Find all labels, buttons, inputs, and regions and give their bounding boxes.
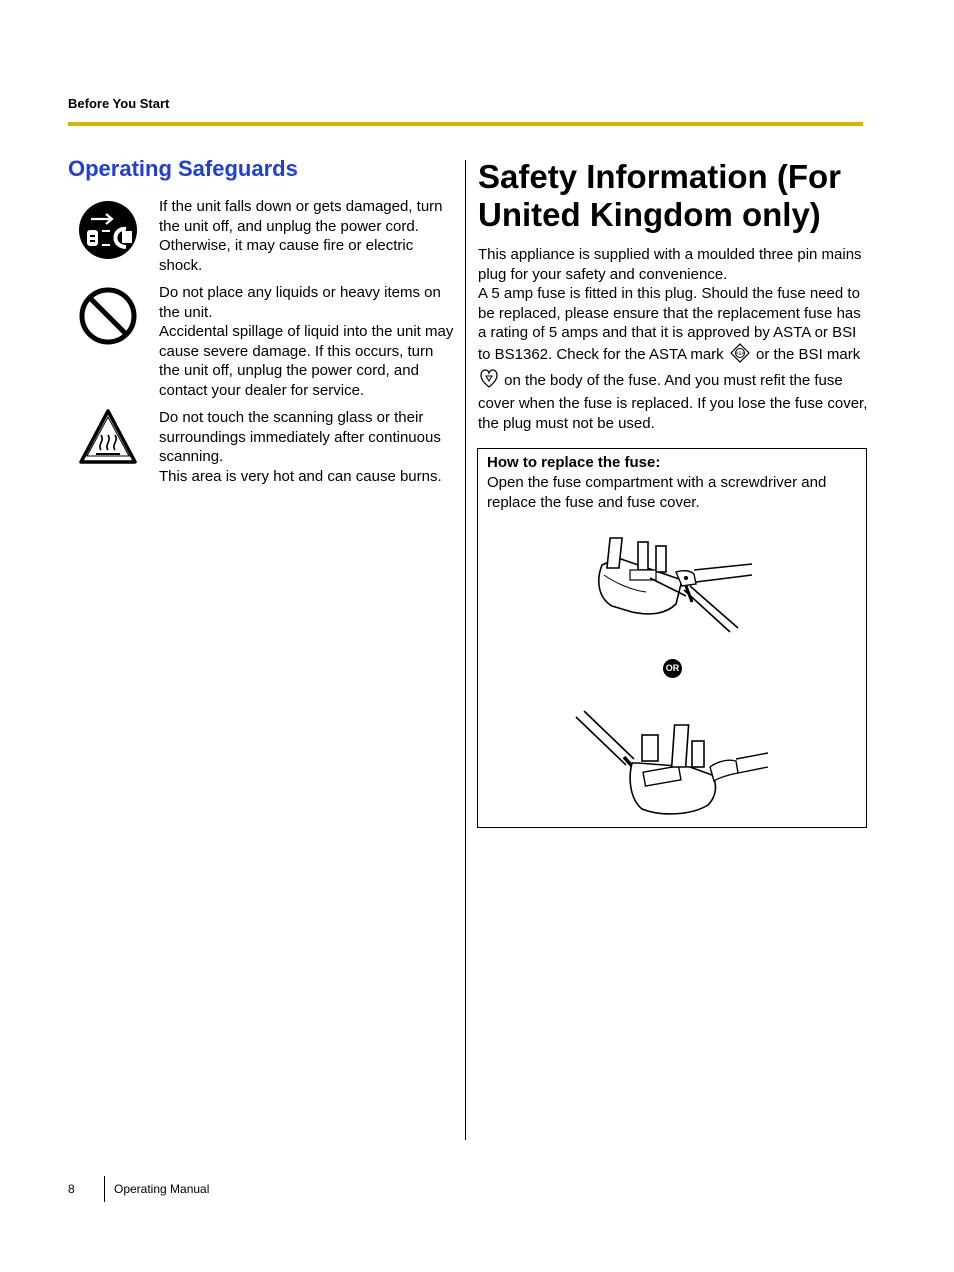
safety-body-text (478, 245, 868, 433)
column-divider (465, 160, 466, 1140)
footer-title: Operating Manual (114, 1182, 210, 1196)
unplug-icon (78, 200, 138, 260)
section-label: Before You Start (68, 96, 170, 111)
asta-mark-icon (730, 343, 750, 369)
warning-line: This area is very hot and can cause burns. (159, 467, 442, 485)
warning-text-liquids (159, 283, 455, 400)
paragraph: This appliance is supplied with a moulded three pin mains plug for your safety and convenience. (478, 246, 862, 283)
page-number: 8 (68, 1182, 75, 1196)
plug-screwdriver-illustration-bottom (572, 705, 772, 820)
warning-text-damage (159, 197, 455, 275)
asta-mark-text: ASA (735, 351, 745, 357)
fuse-heading: How to replace the fuse: (487, 454, 661, 471)
warning-line: If the unit falls down or gets damaged, turn the unit off, and unplug the power cord. Otherwise, it may cause fire or electric shock. (159, 198, 443, 274)
fuse-instructions: Open the fuse compartment with a screwdriver and replace the fuse and fuse cover. (487, 474, 827, 511)
warning-line: Do not touch the scanning glass or their surroundings immediately after continuous scanning. (159, 409, 441, 465)
or-badge: OR (663, 659, 682, 678)
warning-line: Do not place any liquids or heavy items on the unit. (159, 284, 441, 321)
warning-text-hot (159, 408, 455, 486)
warning-line: Accidental spillage of liquid into the unit may cause severe damage. If this occurs, turn the unit off, unplug the power cord, and contact your dealer for service. (159, 323, 454, 399)
paragraph-part: on the body of the fuse. And you must refit the fuse cover when the fuse is replaced. If you lose the fuse cover, the plug must not be used. (478, 371, 868, 432)
paragraph-part: or the BSI mark (756, 345, 861, 363)
header-rule (68, 122, 863, 126)
prohibited-icon (78, 286, 138, 346)
operating-safeguards-heading: Operating Safeguards (68, 156, 298, 181)
paragraph (478, 284, 868, 433)
bsi-mark-icon (480, 369, 498, 395)
paragraph-part: A 5 amp fuse is fitted in this plug. Should the fuse need to be replaced, please ensure that the replacement fuse has a rating of 5 amps and that it is approved by ASTA or BSI to BS1362. Check for the ASTA mark (478, 285, 861, 363)
page-title: Safety Information (For United Kingdom only) (478, 158, 842, 233)
footer-rule (104, 1176, 105, 1202)
plug-screwdriver-illustration-top (590, 520, 760, 645)
hot-surface-warning-icon (78, 406, 138, 466)
